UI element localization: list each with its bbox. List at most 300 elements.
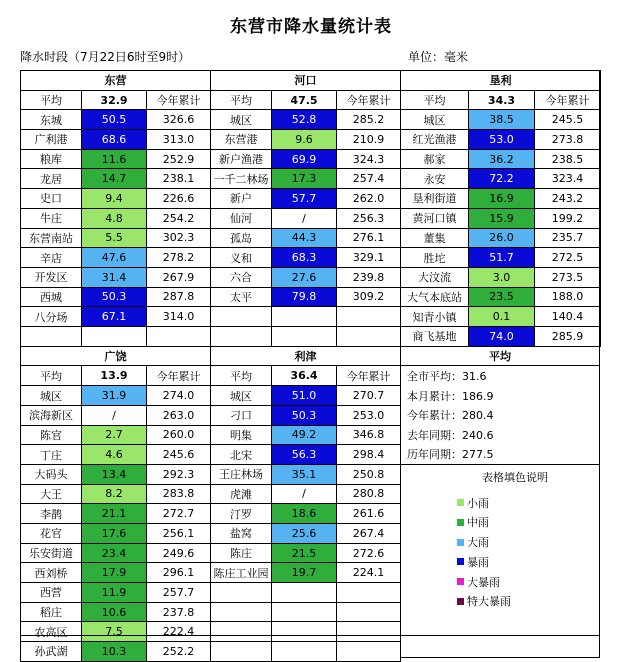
station-name: 东营港 [211, 130, 272, 150]
empty-cell [337, 622, 401, 642]
cumulative-value: 278.2 [147, 248, 211, 268]
rainfall-value: 53.0 [469, 130, 535, 150]
rainfall-value: 23.4 [82, 543, 147, 563]
legend-swatch [457, 558, 464, 565]
rainfall-value: 0.1 [469, 307, 535, 327]
cumulative-value: 298.4 [337, 445, 401, 465]
cumulative-value: 239.8 [337, 267, 401, 287]
rainfall-value: 26.0 [469, 228, 535, 248]
rainfall-value: 21.5 [272, 543, 337, 563]
table-row [401, 110, 601, 130]
table-row [211, 248, 401, 268]
table-row [401, 248, 601, 268]
rainfall-value: 9.4 [82, 189, 147, 209]
cumulative-value: 270.7 [337, 386, 401, 406]
table-row [21, 622, 211, 642]
station-name: 垦利街道 [401, 189, 469, 209]
cumulative-value: 261.6 [337, 504, 401, 524]
station-name: 红光渔港 [401, 130, 469, 150]
rainfall-value: 44.3 [272, 228, 337, 248]
table-row [211, 267, 401, 287]
table-row [401, 208, 601, 228]
empty-cell [337, 307, 401, 327]
rainfall-value: 68.6 [82, 130, 147, 150]
cumulative-value: 283.8 [147, 484, 211, 504]
cumulative-value: 272.6 [337, 543, 401, 563]
table-row [211, 504, 401, 524]
empty-cell [337, 602, 401, 622]
rainfall-value: 50.3 [272, 405, 337, 425]
cumulative-value: 253.0 [337, 405, 401, 425]
station-name: 辛店 [21, 248, 82, 268]
cumulative-value: 273.8 [535, 130, 601, 150]
rainfall-value: 23.5 [469, 287, 535, 307]
station-name: 陈庄 [211, 543, 272, 563]
rainfall-value: 74.0 [469, 326, 535, 346]
rainfall-value: 4.6 [82, 445, 147, 465]
table-row [211, 445, 401, 465]
table-row [211, 130, 401, 150]
station-name: 黄河口镇 [401, 208, 469, 228]
cumulative-value: 249.6 [147, 543, 211, 563]
station-name: 北宋 [211, 445, 272, 465]
table-row [21, 386, 211, 406]
table-row [211, 642, 401, 662]
cumulative-value: 257.4 [337, 169, 401, 189]
rainfall-value: 31.9 [82, 386, 147, 406]
station-name: 孤岛 [211, 228, 272, 248]
table-row [21, 642, 211, 662]
station-name: 城区 [21, 386, 82, 406]
station-name: 史口 [21, 189, 82, 209]
rainfall-value: 49.2 [272, 425, 337, 445]
avg-label: 平均 [211, 90, 272, 110]
table-row [21, 287, 211, 307]
cumulative-value: 252.9 [147, 149, 211, 169]
station-name: 李鹊 [21, 504, 82, 524]
summary-header: 平均 [401, 346, 600, 366]
empty-cell [211, 622, 272, 642]
region-header: 垦利 [401, 71, 601, 91]
station-name: 汀罗 [211, 504, 272, 524]
cumulative-value: 238.1 [147, 169, 211, 189]
table-row [21, 523, 211, 543]
rainfall-value: 57.7 [272, 189, 337, 209]
avg-label: 平均 [21, 366, 82, 386]
cumulative-value: 140.4 [535, 307, 601, 327]
table-row [21, 583, 211, 603]
station-name: 王庄林场 [211, 464, 272, 484]
avg-label: 平均 [401, 90, 469, 110]
rainfall-value: 67.1 [82, 307, 147, 327]
cumulative-value: 245.6 [147, 445, 211, 465]
cumulative-value: 309.2 [337, 287, 401, 307]
avg-value: 13.9 [82, 366, 147, 386]
legend-item [457, 591, 599, 611]
cumulative-value: 314.0 [147, 307, 211, 327]
table-row [211, 602, 401, 622]
station-name: 太平 [211, 287, 272, 307]
station-name: 刁口 [211, 405, 272, 425]
legend-label: 大暴雨 [467, 575, 500, 589]
region-header: 利津 [211, 346, 401, 366]
avg-value: 34.3 [469, 90, 535, 110]
station-name: 东营南站 [21, 228, 82, 248]
empty-cell [147, 326, 211, 346]
avg-label: 平均 [21, 90, 82, 110]
cum-label: 今年累计 [147, 90, 211, 110]
rainfall-value: 16.9 [469, 189, 535, 209]
empty-cell [21, 326, 82, 346]
table-row [401, 326, 601, 346]
region-table [400, 70, 601, 347]
station-name: 龙居 [21, 169, 82, 189]
rainfall-value: 7.5 [82, 622, 147, 642]
rainfall-value: 56.3 [272, 445, 337, 465]
cumulative-value: 245.5 [535, 110, 601, 130]
table-row [211, 622, 401, 642]
table-row [211, 425, 401, 445]
cumulative-value: 324.3 [337, 149, 401, 169]
table-row [211, 149, 401, 169]
region-table [20, 346, 211, 662]
summary-line: 今年累计：280.4 [401, 405, 600, 425]
avg-value: 47.5 [272, 90, 337, 110]
table-row [401, 287, 601, 307]
station-name: 虎滩 [211, 484, 272, 504]
rainfall-value: 52.8 [272, 110, 337, 130]
region-header: 东营 [21, 71, 211, 91]
avg-label: 平均 [211, 366, 272, 386]
cumulative-value: 326.6 [147, 110, 211, 130]
station-name: 仙河 [211, 208, 272, 228]
rainfall-value: 51.7 [469, 248, 535, 268]
cumulative-value: 224.1 [337, 563, 401, 583]
station-name: 开发区 [21, 267, 82, 287]
station-name: 西城 [21, 287, 82, 307]
rainfall-value: 15.9 [469, 208, 535, 228]
station-name: 城区 [401, 110, 469, 130]
station-name: 八分场 [21, 307, 82, 327]
cumulative-value: 302.3 [147, 228, 211, 248]
table-row [21, 602, 211, 622]
table-row [21, 504, 211, 524]
table-row [401, 267, 601, 287]
table-row [211, 307, 401, 327]
rainfall-value: 2.7 [82, 425, 147, 445]
rainfall-value: 18.6 [272, 504, 337, 524]
cumulative-value: 292.3 [147, 464, 211, 484]
legend-item [457, 552, 599, 572]
legend-label: 暴雨 [467, 555, 489, 569]
legend-swatch [457, 598, 464, 605]
empty-cell [211, 307, 272, 327]
table-row [211, 523, 401, 543]
table-row [211, 287, 401, 307]
cum-label: 今年累计 [535, 90, 601, 110]
table-row [21, 228, 211, 248]
station-name: 郝家 [401, 149, 469, 169]
table-row [21, 149, 211, 169]
table-row [401, 149, 601, 169]
station-name: 陈庄工业园 [211, 563, 272, 583]
unit-label: 单位：毫米 [408, 50, 469, 64]
table-row [21, 267, 211, 287]
table-row [401, 228, 601, 248]
station-name: 滨海新区 [21, 405, 82, 425]
table-row [401, 189, 601, 209]
station-name: 大汶流 [401, 267, 469, 287]
table-row [21, 248, 211, 268]
table-row [211, 169, 401, 189]
station-name: 盐窝 [211, 523, 272, 543]
station-name: 一千二林场 [211, 169, 272, 189]
cumulative-value: 272.7 [147, 504, 211, 524]
cumulative-value: 250.8 [337, 464, 401, 484]
station-name: 六合 [211, 267, 272, 287]
station-name: 西营 [21, 583, 82, 603]
station-name: 陈官 [21, 425, 82, 445]
summary-table [400, 346, 600, 658]
table-row [21, 307, 211, 327]
summary-line: 本月累计：186.9 [401, 386, 600, 406]
region-header: 广饶 [21, 346, 211, 366]
rainfall-value: / [272, 484, 337, 504]
station-name: 城区 [211, 110, 272, 130]
legend-swatch [457, 539, 464, 546]
station-name: 知青小镇 [401, 307, 469, 327]
rainfall-value: 21.1 [82, 504, 147, 524]
legend-item [457, 532, 599, 552]
rainfall-value: 47.6 [82, 248, 147, 268]
empty-cell [272, 622, 337, 642]
region-header: 河口 [211, 71, 401, 91]
rainfall-value: 72.2 [469, 169, 535, 189]
empty-cell [211, 642, 272, 662]
rainfall-value: / [82, 405, 147, 425]
legend-swatch [457, 519, 464, 526]
cumulative-value: 285.2 [337, 110, 401, 130]
cumulative-value: 260.0 [147, 425, 211, 445]
rainfall-value: 50.5 [82, 110, 147, 130]
table-row [211, 583, 401, 603]
summary-line: 去年同期：240.6 [401, 425, 600, 445]
table-row [211, 189, 401, 209]
cum-label: 今年累计 [337, 366, 401, 386]
rainfall-value: 50.3 [82, 287, 147, 307]
station-name: 农高区 [21, 622, 82, 642]
rainfall-value: 5.5 [82, 228, 147, 248]
cumulative-value: 276.1 [337, 228, 401, 248]
summary-line: 历年同期：277.5 [401, 445, 600, 465]
station-name: 丁庄 [21, 445, 82, 465]
station-name: 广利港 [21, 130, 82, 150]
legend-label: 中雨 [467, 516, 489, 530]
legend-swatch [457, 499, 464, 506]
rainfall-value: 13.4 [82, 464, 147, 484]
empty-cell [82, 326, 147, 346]
legend-title: 表格填色说明 [482, 470, 548, 484]
table-row [21, 445, 211, 465]
cumulative-value: 257.7 [147, 583, 211, 603]
station-name: 牛庄 [21, 208, 82, 228]
cumulative-value: 222.4 [147, 622, 211, 642]
rainfall-value: 51.0 [272, 386, 337, 406]
cumulative-value: 256.3 [337, 208, 401, 228]
table-row [21, 326, 211, 346]
empty-cell [211, 326, 272, 346]
legend-item [457, 513, 599, 533]
avg-value: 36.4 [272, 366, 337, 386]
cumulative-value: 254.2 [147, 208, 211, 228]
table-row [21, 464, 211, 484]
table-row [211, 228, 401, 248]
table-row [211, 386, 401, 406]
cumulative-value: 280.8 [337, 484, 401, 504]
rainfall-value: 4.8 [82, 208, 147, 228]
rainfall-value: 3.0 [469, 267, 535, 287]
rainfall-value: 25.6 [272, 523, 337, 543]
legend-label: 特大暴雨 [467, 595, 511, 609]
table-row [211, 326, 401, 346]
cumulative-value: 238.5 [535, 149, 601, 169]
station-name: 义和 [211, 248, 272, 268]
table-row [21, 208, 211, 228]
cumulative-value: 210.9 [337, 130, 401, 150]
station-name: 董集 [401, 228, 469, 248]
table-row [211, 110, 401, 130]
cumulative-value: 274.0 [147, 386, 211, 406]
table-row [21, 543, 211, 563]
cum-label: 今年累计 [337, 90, 401, 110]
table-row [401, 307, 601, 327]
empty-cell [272, 326, 337, 346]
rainfall-value: 10.3 [82, 642, 147, 662]
cumulative-value: 273.5 [535, 267, 601, 287]
table-row [21, 130, 211, 150]
avg-value: 32.9 [82, 90, 147, 110]
station-name: 胜坨 [401, 248, 469, 268]
station-name: 孙武湖 [21, 642, 82, 662]
table-row [21, 405, 211, 425]
station-name: 花官 [21, 523, 82, 543]
rainfall-value: 69.9 [272, 149, 337, 169]
rainfall-value: 38.5 [469, 110, 535, 130]
cumulative-value: 262.0 [337, 189, 401, 209]
cumulative-value: 243.2 [535, 189, 601, 209]
empty-cell [272, 307, 337, 327]
table-row [211, 543, 401, 563]
legend-label: 小雨 [467, 496, 489, 510]
rainfall-value: 17.3 [272, 169, 337, 189]
rainfall-value: 36.2 [469, 149, 535, 169]
cumulative-value: 287.8 [147, 287, 211, 307]
empty-cell [337, 583, 401, 603]
cumulative-value: 235.7 [535, 228, 601, 248]
table-row [401, 130, 601, 150]
rainfall-value: 14.7 [82, 169, 147, 189]
empty-cell [337, 326, 401, 346]
table-row [211, 208, 401, 228]
cumulative-value: 329.1 [337, 248, 401, 268]
legend-item [457, 493, 599, 513]
table-row [21, 563, 211, 583]
table-row [21, 110, 211, 130]
table-row [401, 169, 601, 189]
page-title: 东营市降水量统计表 [230, 17, 392, 37]
legend-cell [401, 464, 600, 657]
rainfall-value: 35.1 [272, 464, 337, 484]
rainfall-value: 10.6 [82, 602, 147, 622]
cumulative-value: 237.8 [147, 602, 211, 622]
rainfall-value: 9.6 [272, 130, 337, 150]
region-table [210, 346, 401, 662]
empty-cell [211, 583, 272, 603]
rainfall-value: / [272, 208, 337, 228]
station-name: 乐安街道 [21, 543, 82, 563]
empty-cell [272, 583, 337, 603]
rainfall-value: 17.6 [82, 523, 147, 543]
cum-label: 今年累计 [147, 366, 211, 386]
summary-line: 全市平均：31.6 [401, 366, 600, 386]
station-name: 永安 [401, 169, 469, 189]
cumulative-value: 323.4 [535, 169, 601, 189]
cumulative-value: 346.8 [337, 425, 401, 445]
empty-cell [337, 642, 401, 662]
rainfall-value: 8.2 [82, 484, 147, 504]
cumulative-value: 188.0 [535, 287, 601, 307]
cumulative-value: 267.4 [337, 523, 401, 543]
region-table [20, 70, 211, 347]
legend [401, 465, 599, 611]
station-name: 城区 [211, 386, 272, 406]
rainfall-value: 31.4 [82, 267, 147, 287]
rainfall-value: 68.3 [272, 248, 337, 268]
station-name: 明集 [211, 425, 272, 445]
cumulative-value: 263.0 [147, 405, 211, 425]
station-name: 大气本底站 [401, 287, 469, 307]
rainfall-value: 27.6 [272, 267, 337, 287]
station-name: 大码头 [21, 464, 82, 484]
cumulative-value: 256.1 [147, 523, 211, 543]
station-name: 东城 [21, 110, 82, 130]
station-name: 大王 [21, 484, 82, 504]
rainfall-value: 17.9 [82, 563, 147, 583]
period-label: 降水时段（7月22日6时至9时） [20, 50, 191, 64]
rainfall-value: 11.6 [82, 149, 147, 169]
legend-label: 大雨 [467, 536, 489, 550]
cumulative-value: 296.1 [147, 563, 211, 583]
cumulative-value: 313.0 [147, 130, 211, 150]
station-name: 粮库 [21, 149, 82, 169]
region-table [210, 70, 401, 347]
table-row [21, 189, 211, 209]
cumulative-value: 272.5 [535, 248, 601, 268]
table-row [211, 563, 401, 583]
empty-cell [272, 602, 337, 622]
legend-item [457, 572, 599, 592]
table-row [211, 484, 401, 504]
cumulative-value: 252.2 [147, 642, 211, 662]
table-row [21, 484, 211, 504]
station-name: 商飞基地 [401, 326, 469, 346]
rainfall-value: 19.7 [272, 563, 337, 583]
cumulative-value: 267.9 [147, 267, 211, 287]
rainfall-value: 11.9 [82, 583, 147, 603]
table-row [21, 169, 211, 189]
station-name: 新户 [211, 189, 272, 209]
station-name: 稻庄 [21, 602, 82, 622]
